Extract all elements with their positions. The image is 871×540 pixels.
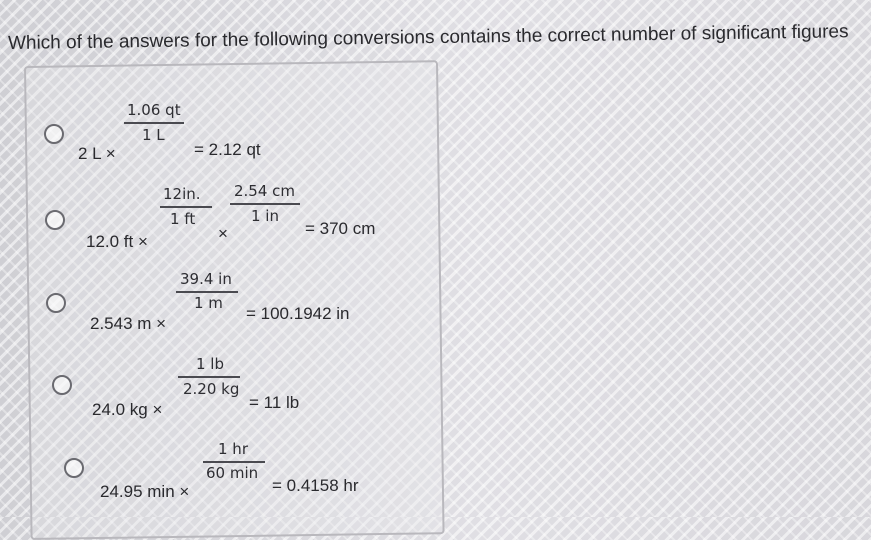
- option-3-denominator: 1 m: [194, 294, 223, 312]
- option-1-denominator: 1 L: [142, 126, 165, 144]
- option-1-numerator: 1.06 qt: [127, 101, 181, 119]
- option-2-times-sign: ×: [218, 224, 228, 243]
- option-4-fraction-bar: [178, 376, 240, 378]
- option-3-start: 2.543 m ×: [90, 314, 167, 333]
- option-5-result: = 0.4158 hr: [272, 476, 359, 495]
- option-1-radio[interactable]: [44, 124, 64, 144]
- option-1-start: 2 L ×: [78, 144, 116, 163]
- option-2-factor-1-numerator: 12in.: [163, 185, 201, 203]
- option-2-start: 12.0 ft ×: [86, 232, 148, 251]
- option-1-result: = 2.12 qt: [194, 140, 261, 159]
- option-3-result: = 100.1942 in: [246, 304, 350, 323]
- option-4-numerator: 1 lb: [196, 355, 225, 373]
- option-2-factor-2-bar: [230, 203, 300, 205]
- option-5-start: 24.95 min ×: [100, 482, 190, 501]
- option-2-factor-1-bar: [160, 206, 212, 208]
- option-4-denominator: 2.20 kg: [183, 380, 240, 398]
- option-4-start: 24.0 kg ×: [92, 400, 163, 419]
- option-2-radio[interactable]: [45, 210, 65, 230]
- option-2-factor-1-denominator: 1 ft: [170, 210, 196, 228]
- option-1-fraction-bar: [124, 122, 184, 124]
- option-5-numerator: 1 hr: [218, 440, 248, 458]
- option-5-fraction-bar: [203, 461, 265, 463]
- question-text: Which of the answers for the following conversions contains the correct number of significant figures: [7, 21, 849, 54]
- option-3-radio[interactable]: [46, 293, 66, 313]
- option-3-fraction-bar: [176, 291, 238, 293]
- option-2-factor-2-denominator: 1 in: [251, 207, 279, 225]
- option-4-radio[interactable]: [52, 375, 72, 395]
- option-5-radio[interactable]: [64, 458, 84, 478]
- option-5-denominator: 60 min: [206, 464, 259, 482]
- option-3-numerator: 39.4 in: [180, 270, 232, 288]
- option-4-result: = 11 lb: [249, 393, 300, 412]
- option-2-result: = 370 cm: [305, 219, 376, 238]
- option-2-factor-2-numerator: 2.54 cm: [234, 182, 296, 200]
